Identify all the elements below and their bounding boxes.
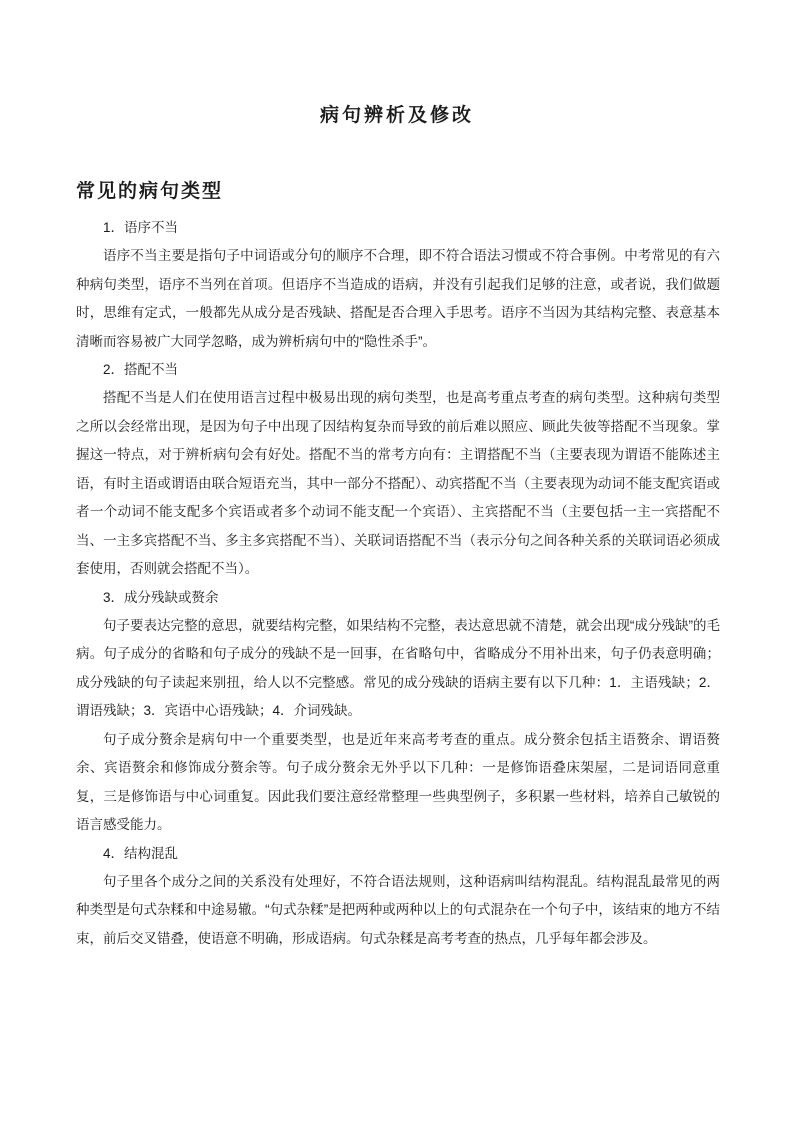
paragraph-structure: 句子里各个成分之间的关系没有处理好，不符合语法规则，这种语病叫结构混乱。结构混乱最常见的两种类型是句式杂糅和中途易辙。“句式杂糅”是把两种或两种以上的句式混杂在一个句子中，该结束的地方不结束，前后交叉错叠，使语意不明确，形成语病。句式杂糅是高考考查的热点，几乎每年都会涉及。 (76, 873, 720, 946)
item-heading-collocation: 2．搭配不当 (103, 362, 179, 377)
paragraph-redundant-components: 句子成分赘余是病句中一个重要类型，也是近年来高考考查的重点。成分赘余包括主语赘余、谓语赘余、宾语赘余和修饰成分赘余等。句子成分赘余无外乎以下几种：一是修饰语叠床架屋，二是词语同意重复，三是修饰语与中心词重复。因此我们要注意经常整理一些典型例子，多积累一些材料，培养自己敏锐的语言感受能力。 (76, 731, 720, 832)
paragraph-collocation: 搭配不当是人们在使用语言过程中极易出现的病句类型，也是高考重点考查的病句类型。这种病句类型之所以会经常出现，是因为句子中出现了因结构复杂而导致的前后难以照应、顾此失彼等搭配不当现象。掌握这一特点，对于辨析病句会有好处。搭配不当的常考方向有：主谓搭配不当（主要表现为谓语不能陈述主语，有时主语或谓语由联合短语充当，其中一部分不搭配）、动宾搭配不当（主要表现为动词不能支配宾语或者一个动词不能支配多个宾语或者多个动词不能支配一个宾语）、主宾搭配不当（主要包括一主一宾搭配不当、一主多宾搭配不当、多主多宾搭配不当）、关联词语搭配不当（表示分句之间各种关系的关联词语必须成套使用，否则就会搭配不当）。 (76, 390, 720, 576)
item-heading-structure: 4．结构混乱 (103, 845, 179, 861)
paragraph-missing-components: 句子要表达完整的意思，就要结构完整，如果结构不完整，表达意思就不清楚，就会出现“成分残缺”的毛病。句子成分的省略和句子成分的残缺不是一回事，在省略句中，省略成分不用补出来，句子仍表意明确；成分残缺的句子读起来别扭，给人以不完整感。常见的成分残缺的语病主要有以下几种：1．主语残缺；2．谓语残缺；3．宾语中心语残缺；4．介词残缺。 (76, 617, 720, 718)
document-body (76, 214, 720, 953)
item-heading-word-order: 1．语序不当 (103, 220, 179, 235)
paragraph-word-order: 语序不当主要是指句子中词语或分句的顺序不合理，即不符合语法习惯或不符合事例。中考常见的有六种病句类型，语序不当列在首项。但语序不当造成的语病，并没有引起我们足够的注意，或者说，我们做题时，思维有定式，一般都先从成分是否残缺、搭配是否合理入手思考。语序不当因为其结构完整、表意基本清晰而容易被广大同学忽略，成为辨析病句中的“隐性杀手”。 (76, 248, 720, 349)
section-heading: 常见的病句类型 (76, 180, 224, 202)
page-title: 病句辨析及修改 (319, 104, 474, 126)
item-heading-missing-redundant: 3．成分残缺或赘余 (103, 589, 219, 605)
